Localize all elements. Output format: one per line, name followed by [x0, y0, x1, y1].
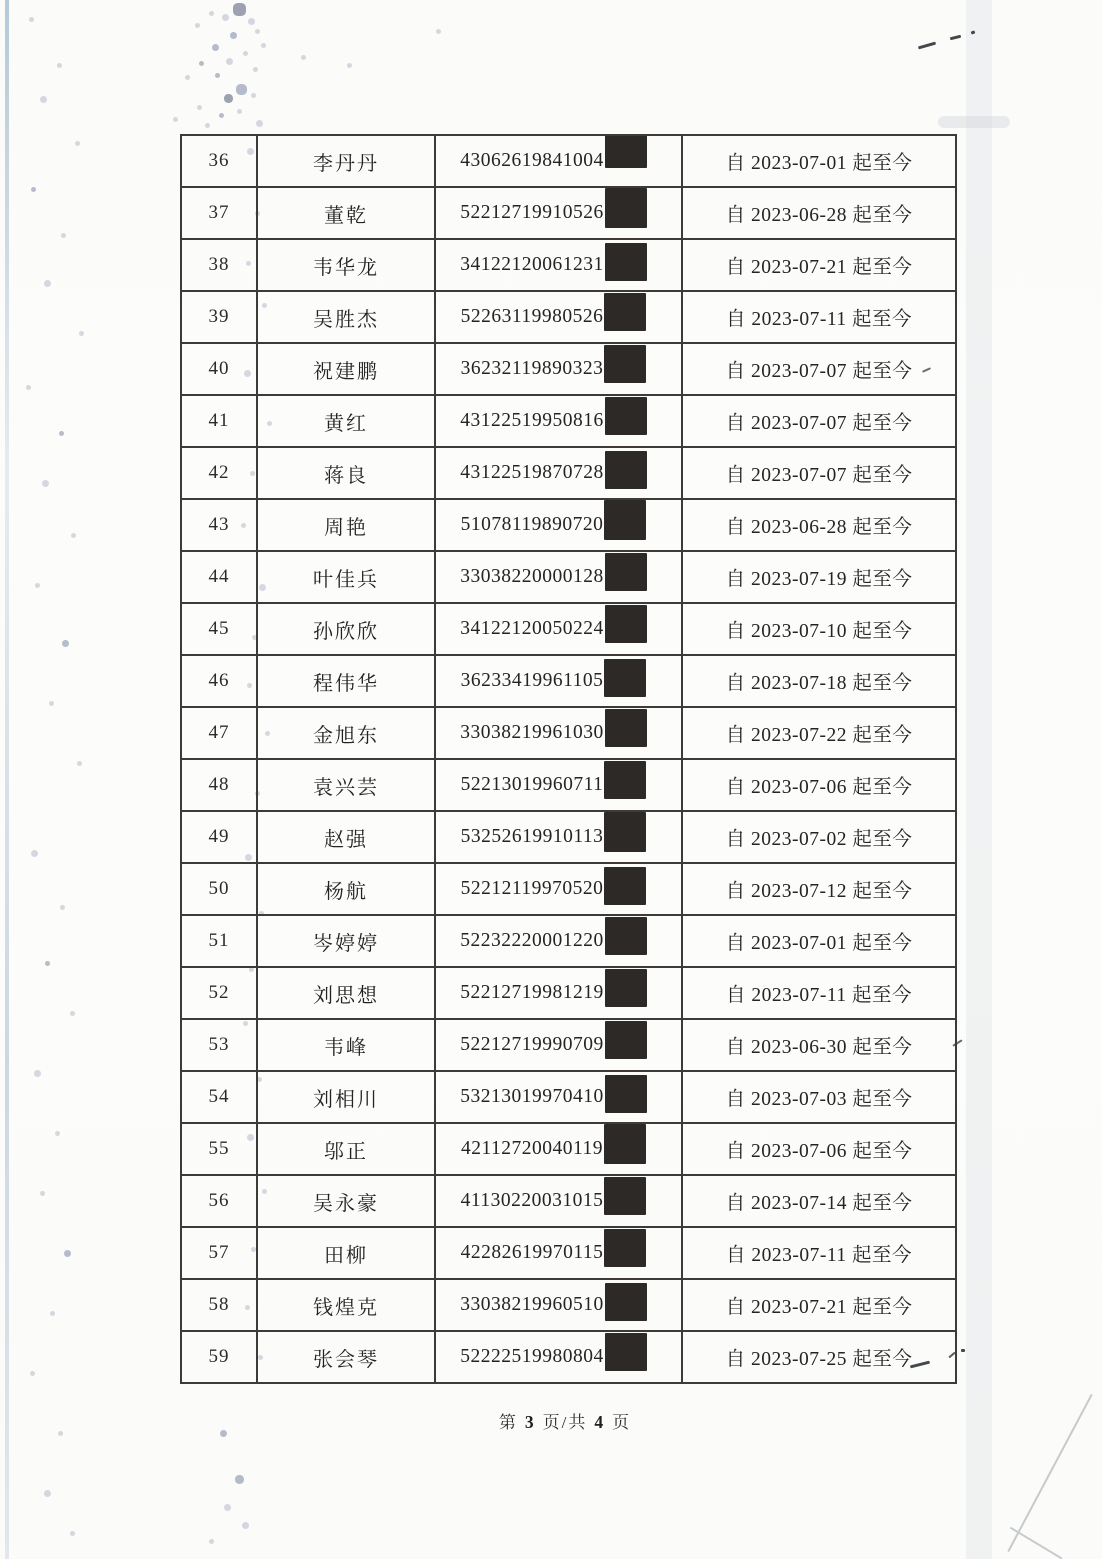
table-row	[181, 863, 956, 915]
table-row	[181, 1227, 956, 1279]
id-redaction-box	[604, 500, 646, 540]
id-redaction-box	[604, 293, 646, 331]
person-name: 程伟华	[257, 655, 435, 707]
id-number-cell	[435, 447, 682, 499]
pen-mark	[961, 1349, 965, 1352]
id-number-cell	[435, 291, 682, 343]
id-number-cell	[435, 655, 682, 707]
id-number-visible: 53213019970410	[460, 1086, 604, 1107]
row-number: 39	[181, 291, 257, 343]
employment-period: 自 2023-07-01 起至今	[682, 915, 956, 967]
table-row	[181, 759, 956, 811]
row-number: 43	[181, 499, 257, 551]
table-row	[181, 187, 956, 239]
id-number-cell	[435, 1331, 682, 1383]
id-number-visible: 52212719990709	[460, 1034, 604, 1055]
id-number-cell	[435, 1175, 682, 1227]
row-number: 54	[181, 1071, 257, 1123]
table-row	[181, 1331, 956, 1383]
table-row	[181, 291, 956, 343]
employment-period: 自 2023-07-10 起至今	[682, 603, 956, 655]
id-number-visible: 52263119980526	[460, 306, 604, 327]
id-redaction-box	[605, 1075, 647, 1113]
id-redaction-box	[604, 867, 646, 905]
id-redaction-box	[604, 812, 646, 852]
table-row	[181, 1279, 956, 1331]
id-number-cell	[435, 603, 682, 655]
page-footer	[14, 1408, 1102, 1433]
scan-speckles	[0, 0, 3, 3]
row-number: 49	[181, 811, 257, 863]
scan-smear-mark	[938, 116, 1010, 128]
id-number-visible: 52222519980804	[460, 1346, 604, 1367]
id-number-visible: 51078119890720	[460, 514, 604, 535]
table-row	[181, 499, 956, 551]
row-number: 36	[181, 135, 257, 187]
id-number-cell	[435, 395, 682, 447]
person-name: 祝建鹏	[257, 343, 435, 395]
employment-period: 自 2023-07-06 起至今	[682, 1123, 956, 1175]
id-number-visible: 53252619910113	[460, 826, 604, 847]
id-number-cell	[435, 707, 682, 759]
id-redaction-box	[604, 1177, 646, 1215]
row-number: 52	[181, 967, 257, 1019]
person-name: 邬正	[257, 1123, 435, 1175]
id-number-visible: 52232220001220	[460, 930, 604, 951]
row-number: 57	[181, 1227, 257, 1279]
row-number: 42	[181, 447, 257, 499]
person-name: 吴胜杰	[257, 291, 435, 343]
table-row	[181, 1175, 956, 1227]
row-number: 38	[181, 239, 257, 291]
footer-prefix: 第	[498, 1413, 518, 1432]
person-name: 叶佳兵	[257, 551, 435, 603]
id-redaction-box	[605, 553, 647, 591]
table-row	[181, 655, 956, 707]
person-name: 刘思想	[257, 967, 435, 1019]
id-redaction-box	[604, 761, 646, 799]
id-redaction-box	[604, 1229, 646, 1267]
table-row	[181, 811, 956, 863]
row-number: 48	[181, 759, 257, 811]
person-name: 张会琴	[257, 1331, 435, 1383]
employment-period: 自 2023-07-25 起至今	[682, 1331, 956, 1383]
id-number-cell	[435, 1071, 682, 1123]
row-number: 56	[181, 1175, 257, 1227]
employment-period: 自 2023-07-11 起至今	[682, 1227, 956, 1279]
row-number: 51	[181, 915, 257, 967]
id-number-visible: 34122120050224	[460, 618, 604, 639]
person-name: 李丹丹	[257, 135, 435, 187]
employment-period: 自 2023-07-21 起至今	[682, 1279, 956, 1331]
person-name: 岑婷婷	[257, 915, 435, 967]
employment-period: 自 2023-07-19 起至今	[682, 551, 956, 603]
table-row	[181, 395, 956, 447]
id-redaction-box	[605, 243, 647, 281]
employment-period: 自 2023-07-06 起至今	[682, 759, 956, 811]
id-redaction-box	[605, 605, 647, 643]
id-number-cell	[435, 1227, 682, 1279]
person-name: 赵强	[257, 811, 435, 863]
employment-period: 自 2023-07-07 起至今	[682, 447, 956, 499]
id-redaction-box	[605, 1021, 647, 1059]
id-number-cell	[435, 811, 682, 863]
id-number-visible: 52212719981219	[460, 982, 604, 1003]
id-number-cell	[435, 551, 682, 603]
employment-period: 自 2023-07-14 起至今	[682, 1175, 956, 1227]
person-name: 刘相川	[257, 1071, 435, 1123]
id-redaction-box	[605, 1283, 647, 1321]
row-number: 53	[181, 1019, 257, 1071]
person-name: 蒋良	[257, 447, 435, 499]
table-row	[181, 967, 956, 1019]
row-number: 55	[181, 1123, 257, 1175]
id-redaction-box	[605, 451, 647, 489]
id-redaction-box	[605, 1333, 647, 1371]
table-row	[181, 915, 956, 967]
employment-period: 自 2023-07-01 起至今	[682, 135, 956, 187]
footer-separator: 页/共	[542, 1413, 588, 1432]
id-redaction-box	[604, 1124, 646, 1164]
person-name: 杨航	[257, 863, 435, 915]
row-number: 37	[181, 187, 257, 239]
scan-left-edge-line	[5, 0, 9, 1559]
row-number: 50	[181, 863, 257, 915]
person-name: 黄红	[257, 395, 435, 447]
id-number-visible: 34122120061231	[460, 254, 604, 275]
id-number-cell	[435, 759, 682, 811]
table-row	[181, 603, 956, 655]
id-number-cell	[435, 1123, 682, 1175]
id-redaction-box	[605, 709, 647, 747]
id-redaction-box	[605, 135, 647, 168]
id-number-visible: 52213019960711	[460, 774, 604, 795]
row-number: 45	[181, 603, 257, 655]
row-number: 46	[181, 655, 257, 707]
row-number: 44	[181, 551, 257, 603]
person-name: 袁兴芸	[257, 759, 435, 811]
id-number-visible: 43122519950816	[460, 410, 604, 431]
table-body	[181, 135, 956, 1383]
id-number-cell	[435, 1019, 682, 1071]
table-row	[181, 1019, 956, 1071]
id-redaction-box	[605, 969, 647, 1007]
footer-suffix: 页	[612, 1413, 632, 1432]
person-name: 韦华龙	[257, 239, 435, 291]
id-redaction-box	[605, 397, 647, 435]
id-number-visible: 36233419961105	[460, 670, 604, 691]
person-name: 吴永豪	[257, 1175, 435, 1227]
employment-period: 自 2023-07-18 起至今	[682, 655, 956, 707]
person-name: 钱煌克	[257, 1279, 435, 1331]
table-row	[181, 239, 956, 291]
person-name: 孙欣欣	[257, 603, 435, 655]
row-number: 47	[181, 707, 257, 759]
employment-period: 自 2023-06-28 起至今	[682, 499, 956, 551]
id-number-cell	[435, 863, 682, 915]
id-number-visible: 43062619841004	[460, 150, 604, 171]
employment-period: 自 2023-07-02 起至今	[682, 811, 956, 863]
id-number-cell	[435, 135, 682, 187]
pen-mark	[918, 42, 936, 50]
table-row	[181, 1071, 956, 1123]
id-number-visible: 41130220031015	[460, 1190, 604, 1211]
personnel-table	[180, 134, 957, 1384]
row-number: 40	[181, 343, 257, 395]
employment-period: 自 2023-07-11 起至今	[682, 967, 956, 1019]
id-number-cell	[435, 499, 682, 551]
id-number-visible: 36232119890323	[460, 358, 604, 379]
person-name: 金旭东	[257, 707, 435, 759]
id-number-visible: 52212719910526	[460, 202, 604, 223]
table-row	[181, 135, 956, 187]
employment-period: 自 2023-07-03 起至今	[682, 1071, 956, 1123]
table-row	[181, 343, 956, 395]
id-number-visible: 42282619970115	[460, 1242, 604, 1263]
footer-total-pages: 4	[594, 1412, 606, 1432]
employment-period: 自 2023-07-11 起至今	[682, 291, 956, 343]
id-number-visible: 43122519870728	[460, 462, 604, 483]
person-name: 田柳	[257, 1227, 435, 1279]
employment-period: 自 2023-06-30 起至今	[682, 1019, 956, 1071]
id-number-cell	[435, 187, 682, 239]
row-number: 59	[181, 1331, 257, 1383]
id-redaction-box	[605, 188, 647, 228]
id-number-cell	[435, 967, 682, 1019]
person-name: 董乾	[257, 187, 435, 239]
id-number-visible: 33038219960510	[460, 1294, 604, 1315]
row-number: 41	[181, 395, 257, 447]
employment-period: 自 2023-07-21 起至今	[682, 239, 956, 291]
employment-period: 自 2023-07-22 起至今	[682, 707, 956, 759]
id-redaction-box	[604, 345, 646, 383]
id-number-visible: 42112720040119	[460, 1138, 604, 1159]
person-name: 周艳	[257, 499, 435, 551]
id-number-visible: 33038220000128	[460, 566, 604, 587]
id-number-visible: 52212119970520	[460, 878, 604, 899]
pen-mark	[950, 35, 961, 41]
person-name: 韦峰	[257, 1019, 435, 1071]
row-number: 58	[181, 1279, 257, 1331]
employment-period: 自 2023-06-28 起至今	[682, 187, 956, 239]
page-corner-fold-line	[1010, 1527, 1062, 1559]
id-number-cell	[435, 239, 682, 291]
id-number-cell	[435, 915, 682, 967]
id-number-visible: 33038219961030	[460, 722, 604, 743]
id-number-cell	[435, 1279, 682, 1331]
table-row	[181, 1123, 956, 1175]
id-number-cell	[435, 343, 682, 395]
employment-period: 自 2023-07-07 起至今	[682, 395, 956, 447]
scan-right-shadow-band	[966, 0, 992, 1559]
id-redaction-box	[605, 917, 647, 955]
footer-page-number: 3	[524, 1412, 536, 1432]
employment-period: 自 2023-07-07 起至今	[682, 343, 956, 395]
table-row	[181, 447, 956, 499]
employment-period: 自 2023-07-12 起至今	[682, 863, 956, 915]
table-row	[181, 707, 956, 759]
id-redaction-box	[604, 659, 646, 697]
table-row	[181, 551, 956, 603]
